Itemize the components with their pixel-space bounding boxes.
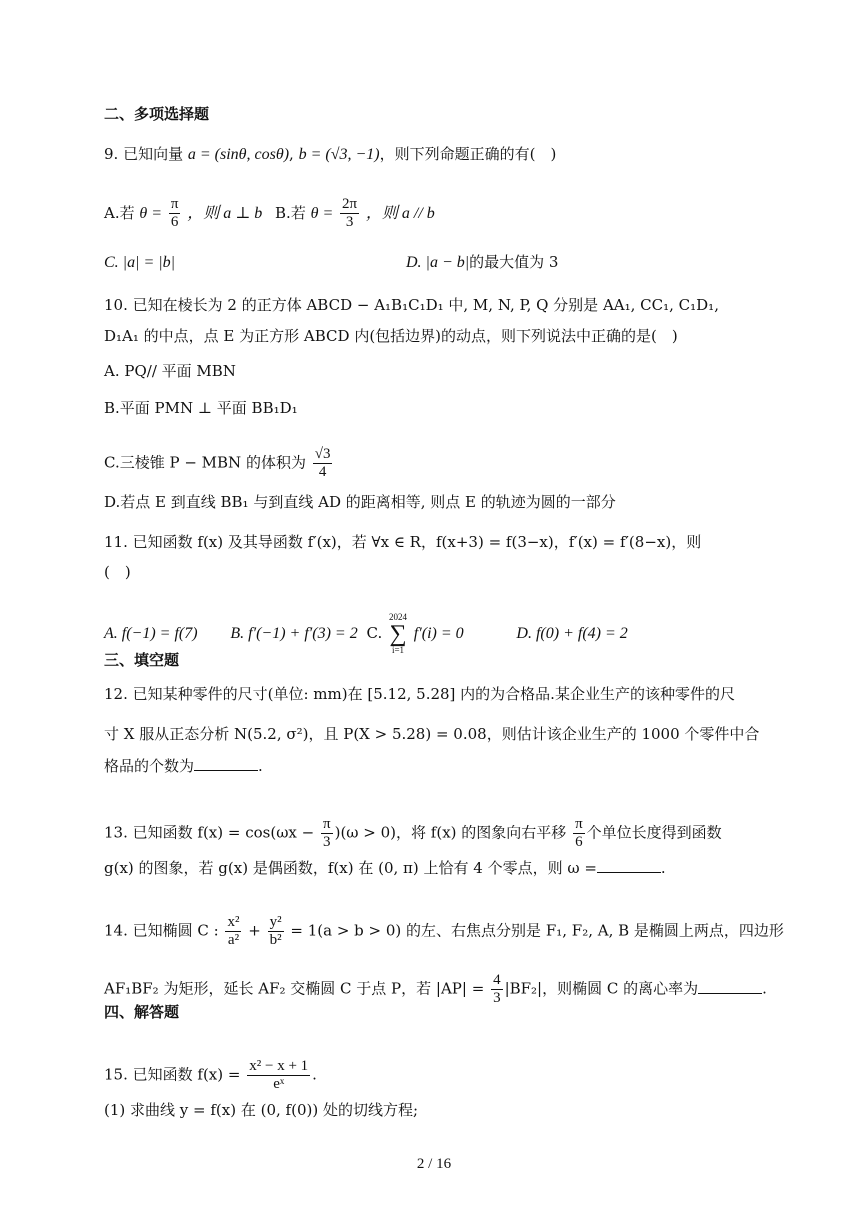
fraction: $\frac{\pi}{6}$ xyxy=(575,816,583,850)
fraction: $\frac{\text{x²}}{\text{a²}}$ xyxy=(227,914,240,948)
option-9c: C. |a| = |b| xyxy=(104,254,176,271)
fraction: $\frac{√3}{4}$ xyxy=(314,446,331,480)
vector-b: b = (√3, −1) xyxy=(298,146,380,163)
question-9-stem: 9. 已知向量 a = (sinθ, cosθ), b = (√3, −1)，则下列命题正确的有( ) xyxy=(104,145,557,163)
answer-blank xyxy=(698,979,762,994)
option-10a: A. PQ// 平面 MBN xyxy=(104,362,236,380)
fraction: $\frac{4}{3}$ xyxy=(493,972,501,1006)
question-13-line1: 13. 已知函数 f(x) = cos(ωx − $\frac{\pi}{3}$ )(ω > 0)，将 f(x) 的图象向右平移 $\frac{\pi}{6}$ 个单位长度得到函数 xyxy=(104,816,722,850)
vector-a: a = (sinθ, cosθ) xyxy=(187,146,290,163)
option-10b: B.平面 PMN ⊥ 平面 BB₁D₁ xyxy=(104,399,298,417)
question-12-line1: 12. 已知某种零件的尺寸(单位: mm)在 [5.12, 5.28] 内的为合格品.某企业生产的该种零件的尺 xyxy=(104,685,735,703)
fraction: $\frac{\text{x² − x + 1}}{\text{eˣ}}$ xyxy=(249,1058,309,1092)
section-heading-fill-in: 三、填空题 xyxy=(104,651,180,669)
section-heading-multiple-choice: 二、多项选择题 xyxy=(104,105,210,123)
option-9b: B.若 θ = $\frac{2\pi}{3}$ ，则 a // b xyxy=(275,196,435,230)
question-14-line2: AF₁BF₂ 为矩形，延长 AF₂ 交椭圆 C 于点 P，若 |AP| = $\frac{4}{3}$ |BF₂|，则椭圆 C 的离心率为 . xyxy=(104,972,767,1006)
page-number: 2 / 16 xyxy=(416,1156,452,1172)
question-12-line2: 寸 X 服从正态分析 N(5.2, σ²)，且 P(X > 5.28) = 0.08，则估计该企业生产的 1000 个零件中合 xyxy=(104,725,760,743)
option-11b: B. f′(−1) + f′(3) = 2 xyxy=(230,625,358,642)
option-11d: D. f(0) + f(4) = 2 xyxy=(516,625,628,642)
option-9a: A.若 θ = $\frac{\pi}{6}$ ，则 a ⊥ b xyxy=(104,196,263,230)
answer-blank xyxy=(597,858,661,873)
question-11-options xyxy=(104,612,628,656)
question-10-stem-line2: D₁A₁ 的中点，点 E 为正方形 ABCD 内(包括边界)的动点，则下列说法中正确的是( ) xyxy=(104,327,678,345)
question-15-part1: (1) 求曲线 y = f(x) 在 (0, f(0)) 处的切线方程; xyxy=(104,1101,419,1119)
question-15-stem: 15. 已知函数 f(x) = $\frac{\text{x² − x + 1}}{\text{eˣ}}$ . xyxy=(104,1058,317,1092)
question-11-stem-line1: 11. 已知函数 f(x) 及其导函数 f′(x)，若 ∀x ∈ R，f(x+3) = f(3−x)，f′(x) = f′(8−x)，则 xyxy=(104,533,702,551)
question-9-options-ab xyxy=(104,196,435,231)
question-12-line3: 格品的个数为 . xyxy=(104,757,263,775)
option-9d: D. |a − b|的最大值为 3 xyxy=(406,253,559,271)
fraction: $\frac{\pi}{6}$ xyxy=(170,196,179,230)
fraction: $\frac{\pi}{3}$ xyxy=(323,816,331,850)
question-11-stem-line2: ( ) xyxy=(104,563,131,581)
question-13-line2: g(x) 的图象，若 g(x) 是偶函数，f(x) 在 (0, π) 上恰有 4 个零点，则 ω = . xyxy=(104,859,666,877)
fraction: $\frac{2\pi}{3}$ xyxy=(342,196,358,230)
fraction: $\frac{\text{y²}}{\text{b²}}$ xyxy=(269,914,282,948)
answer-blank xyxy=(194,756,258,771)
summation: 2024 ∑ i=1 xyxy=(389,612,408,655)
option-10c: C.三棱锥 P − MBN 的体积为 $\frac{√3}{4}$ xyxy=(104,446,331,480)
section-heading-answers: 四、解答题 xyxy=(104,1003,180,1021)
option-11c: C. 2024 ∑ i=1 f′(i) = 0 xyxy=(366,612,464,655)
question-14-line1: 14. 已知椭圆 C : $\frac{\text{x²}}{\text{a²}}$ + $\frac{\text{y²}}{\text{b²}}$ = 1(a > b > 0) 的左、右焦点分别是 F₁, F₂, A, B 是椭圆上两点，四边形 xyxy=(104,914,784,948)
question-10-stem-line1: 10. 已知在棱长为 2 的正方体 ABCD − A₁B₁C₁D₁ 中, M, N, P, Q 分别是 AA₁, CC₁, C₁D₁, xyxy=(104,296,719,314)
option-10d: D.若点 E 到直线 BB₁ 与到直线 AD 的距离相等, 则点 E 的轨迹为圆的一部分 xyxy=(104,493,616,511)
option-11a: A. f(−1) = f(7) xyxy=(104,625,198,642)
